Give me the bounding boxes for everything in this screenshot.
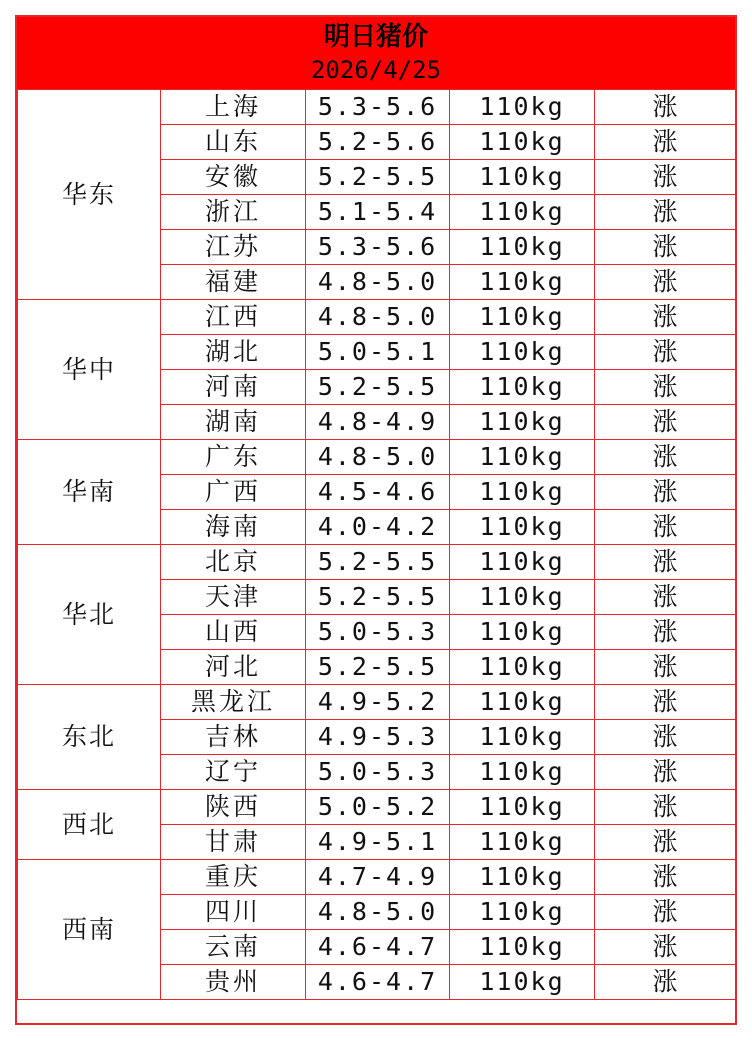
price-range-cell: 5.2-5.5	[306, 160, 450, 195]
table-row	[18, 300, 736, 335]
province-cell: 海南	[161, 510, 306, 545]
price-range-cell: 5.3-5.6	[306, 90, 450, 125]
trend-cell: 涨	[595, 720, 736, 755]
price-range-cell: 5.0-5.3	[306, 615, 450, 650]
weight-cell: 110kg	[450, 650, 595, 685]
weight-cell: 110kg	[450, 965, 595, 1000]
price-range-cell: 5.0-5.1	[306, 335, 450, 370]
weight-cell: 110kg	[450, 230, 595, 265]
weight-cell: 110kg	[450, 930, 595, 965]
province-cell: 安徽	[161, 160, 306, 195]
trend-cell: 涨	[595, 90, 736, 125]
province-cell: 黑龙江	[161, 685, 306, 720]
table-row	[18, 685, 736, 720]
table-row	[18, 790, 736, 825]
trend-cell: 涨	[595, 125, 736, 160]
weight-cell: 110kg	[450, 160, 595, 195]
province-cell: 河南	[161, 370, 306, 405]
province-cell: 云南	[161, 930, 306, 965]
trend-cell: 涨	[595, 790, 736, 825]
price-range-cell: 4.6-4.7	[306, 965, 450, 1000]
province-cell: 天津	[161, 580, 306, 615]
weight-cell: 110kg	[450, 825, 595, 860]
price-range-cell: 4.9-5.1	[306, 825, 450, 860]
price-range-cell: 4.8-5.0	[306, 895, 450, 930]
trend-cell: 涨	[595, 755, 736, 790]
weight-cell: 110kg	[450, 335, 595, 370]
weight-cell: 110kg	[450, 195, 595, 230]
trend-cell: 涨	[595, 545, 736, 580]
trend-cell: 涨	[595, 895, 736, 930]
weight-cell: 110kg	[450, 720, 595, 755]
trend-cell: 涨	[595, 335, 736, 370]
table-row	[18, 90, 736, 125]
price-range-cell: 5.2-5.5	[306, 370, 450, 405]
price-sheet	[15, 15, 737, 1025]
trend-cell: 涨	[595, 930, 736, 965]
sheet-title: 明日猪价	[323, 22, 428, 52]
price-range-cell: 4.8-5.0	[306, 300, 450, 335]
weight-cell: 110kg	[450, 405, 595, 440]
trend-cell: 涨	[595, 195, 736, 230]
weight-cell: 110kg	[450, 475, 595, 510]
province-cell: 陕西	[161, 790, 306, 825]
weight-cell: 110kg	[450, 545, 595, 580]
price-range-cell: 4.6-4.7	[306, 930, 450, 965]
price-range-cell: 4.9-5.3	[306, 720, 450, 755]
region-label: 华中	[18, 300, 161, 440]
weight-cell: 110kg	[450, 895, 595, 930]
weight-cell: 110kg	[450, 615, 595, 650]
sheet-date: 2026/4/25	[310, 56, 442, 84]
region-label: 西北	[18, 790, 161, 860]
trend-cell: 涨	[595, 370, 736, 405]
price-range-cell: 5.0-5.3	[306, 755, 450, 790]
price-range-cell: 4.8-5.0	[306, 440, 450, 475]
region-label: 西南	[18, 860, 161, 1000]
trend-cell: 涨	[595, 685, 736, 720]
weight-cell: 110kg	[450, 440, 595, 475]
province-cell: 山东	[161, 125, 306, 160]
price-range-cell: 5.2-5.5	[306, 650, 450, 685]
price-table-body	[18, 90, 736, 1000]
price-range-cell: 5.1-5.4	[306, 195, 450, 230]
price-range-cell: 5.0-5.2	[306, 790, 450, 825]
trend-cell: 涨	[595, 300, 736, 335]
price-range-cell: 5.2-5.5	[306, 545, 450, 580]
price-range-cell: 5.3-5.6	[306, 230, 450, 265]
province-cell: 甘肃	[161, 825, 306, 860]
weight-cell: 110kg	[450, 790, 595, 825]
trend-cell: 涨	[595, 615, 736, 650]
weight-cell: 110kg	[450, 265, 595, 300]
province-cell: 山西	[161, 615, 306, 650]
price-range-cell: 4.8-5.0	[306, 265, 450, 300]
weight-cell: 110kg	[450, 510, 595, 545]
province-cell: 四川	[161, 895, 306, 930]
province-cell: 河北	[161, 650, 306, 685]
province-cell: 湖北	[161, 335, 306, 370]
province-cell: 辽宁	[161, 755, 306, 790]
region-label: 华南	[18, 440, 161, 545]
price-range-cell: 5.2-5.5	[306, 580, 450, 615]
region-label: 华北	[18, 545, 161, 685]
table-row	[18, 860, 736, 895]
province-cell: 广东	[161, 440, 306, 475]
province-cell: 湖南	[161, 405, 306, 440]
weight-cell: 110kg	[450, 755, 595, 790]
province-cell: 重庆	[161, 860, 306, 895]
trend-cell: 涨	[595, 825, 736, 860]
trend-cell: 涨	[595, 860, 736, 895]
table-row	[18, 545, 736, 580]
province-cell: 江苏	[161, 230, 306, 265]
weight-cell: 110kg	[450, 685, 595, 720]
province-cell: 江西	[161, 300, 306, 335]
trend-cell: 涨	[595, 265, 736, 300]
region-label: 华东	[18, 90, 161, 300]
trend-cell: 涨	[595, 440, 736, 475]
trend-cell: 涨	[595, 405, 736, 440]
province-cell: 上海	[161, 90, 306, 125]
trend-cell: 涨	[595, 230, 736, 265]
weight-cell: 110kg	[450, 370, 595, 405]
title-banner	[17, 17, 735, 89]
province-cell: 浙江	[161, 195, 306, 230]
price-range-cell: 4.9-5.2	[306, 685, 450, 720]
province-cell: 贵州	[161, 965, 306, 1000]
trend-cell: 涨	[595, 965, 736, 1000]
province-cell: 广西	[161, 475, 306, 510]
trend-cell: 涨	[595, 580, 736, 615]
trend-cell: 涨	[595, 475, 736, 510]
weight-cell: 110kg	[450, 580, 595, 615]
weight-cell: 110kg	[450, 300, 595, 335]
price-range-cell: 5.2-5.6	[306, 125, 450, 160]
region-label: 东北	[18, 685, 161, 790]
price-range-cell: 4.5-4.6	[306, 475, 450, 510]
price-range-cell: 4.8-4.9	[306, 405, 450, 440]
province-cell: 吉林	[161, 720, 306, 755]
weight-cell: 110kg	[450, 860, 595, 895]
price-range-cell: 4.7-4.9	[306, 860, 450, 895]
weight-cell: 110kg	[450, 125, 595, 160]
weight-cell: 110kg	[450, 90, 595, 125]
province-cell: 福建	[161, 265, 306, 300]
trend-cell: 涨	[595, 160, 736, 195]
price-range-cell: 4.0-4.2	[306, 510, 450, 545]
table-row	[18, 440, 736, 475]
province-cell: 北京	[161, 545, 306, 580]
trend-cell: 涨	[595, 650, 736, 685]
price-table	[17, 89, 736, 1000]
trend-cell: 涨	[595, 510, 736, 545]
